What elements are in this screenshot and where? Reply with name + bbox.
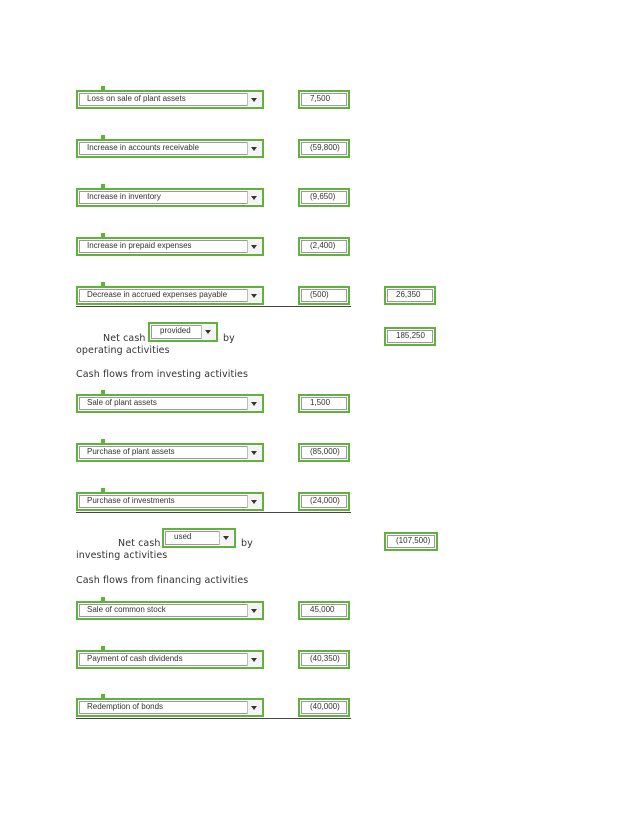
- operating-row-accrued-expenses: [0, 282, 638, 322]
- financing-row-cash-dividends: [0, 646, 638, 686]
- financing-heading: Cash flows from financing activities: [76, 575, 249, 586]
- net-cash-direction-select[interactable]: [148, 322, 218, 342]
- amount-value: (59,800): [310, 143, 340, 152]
- chevron-down-icon[interactable]: [247, 701, 261, 714]
- account-dropdown[interactable]: [76, 601, 264, 620]
- amount-value: 45,000: [310, 605, 335, 614]
- chevron-down-icon[interactable]: [247, 604, 261, 617]
- subtotal-underline: [76, 718, 351, 719]
- amount-field[interactable]: [298, 443, 350, 462]
- select-value: provided: [160, 326, 191, 335]
- amount-field[interactable]: [298, 237, 350, 256]
- account-dropdown[interactable]: [76, 650, 264, 669]
- account-dropdown[interactable]: [76, 139, 264, 158]
- account-dropdown[interactable]: [76, 443, 264, 462]
- net-cash-prefix: Net cash: [103, 333, 146, 344]
- chevron-down-icon[interactable]: [247, 191, 261, 204]
- subtotal-value: 26,350: [396, 290, 421, 299]
- dropdown-label: Increase in accounts receivable: [87, 143, 200, 152]
- dropdown-label: Purchase of investments: [87, 496, 175, 505]
- operating-row-accounts-receivable: [0, 135, 638, 175]
- amount-field[interactable]: [298, 188, 350, 207]
- investing-heading: Cash flows from investing activities: [76, 369, 249, 380]
- subtotal-underline: [76, 512, 351, 513]
- chevron-down-icon[interactable]: [247, 93, 261, 106]
- amount-field[interactable]: [298, 698, 350, 717]
- financing-row-redemption-of-bonds: [0, 694, 638, 734]
- dropdown-label: Loss on sale of plant assets: [87, 94, 186, 103]
- net-cash-line2: investing activities: [76, 550, 168, 561]
- dropdown-label: Sale of plant assets: [87, 398, 157, 407]
- chevron-down-icon[interactable]: [219, 531, 233, 545]
- account-dropdown[interactable]: [76, 394, 264, 413]
- chevron-down-icon[interactable]: [247, 653, 261, 666]
- net-cash-line2: operating activities: [76, 345, 170, 356]
- net-cash-suffix: by: [223, 333, 235, 344]
- dropdown-label: Purchase of plant assets: [87, 447, 175, 456]
- amount-value: (24,000): [310, 496, 340, 505]
- account-dropdown[interactable]: [76, 90, 264, 109]
- amount-value: (2,400): [310, 241, 336, 250]
- dropdown-label: Sale of common stock: [87, 605, 166, 614]
- chevron-down-icon[interactable]: [247, 289, 261, 302]
- total-value: (107,500): [396, 536, 431, 545]
- dropdown-label: Increase in prepaid expenses: [87, 241, 192, 250]
- subtotal-underline: [76, 306, 351, 307]
- account-dropdown[interactable]: [76, 286, 264, 305]
- amount-field[interactable]: [298, 286, 350, 305]
- investing-row-purchase-of-investments: [0, 488, 638, 528]
- operating-row-prepaid-expenses: [0, 233, 638, 273]
- amount-value: 1,500: [310, 398, 331, 407]
- subtotal-field[interactable]: [384, 286, 436, 305]
- amount-field[interactable]: [298, 492, 350, 511]
- net-investing-total[interactable]: [384, 532, 438, 551]
- amount-field[interactable]: [298, 394, 350, 413]
- financing-row-common-stock: [0, 597, 638, 637]
- amount-value: (40,000): [310, 702, 340, 711]
- dropdown-label: Decrease in accrued expenses payable: [87, 290, 228, 299]
- dropdown-label: Redemption of bonds: [87, 702, 164, 711]
- net-operating-total[interactable]: [384, 327, 436, 346]
- net-cash-direction-select[interactable]: [162, 528, 236, 548]
- amount-value: (9,650): [310, 192, 336, 201]
- amount-value: (40,350): [310, 654, 340, 663]
- account-dropdown[interactable]: [76, 188, 264, 207]
- operating-row-loss-on-sale: [0, 86, 638, 126]
- investing-row-sale-of-plant: [0, 390, 638, 430]
- amount-field[interactable]: [298, 650, 350, 669]
- dropdown-label: Payment of cash dividends: [87, 654, 183, 663]
- amount-value: (85,000): [310, 447, 340, 456]
- operating-row-inventory: [0, 184, 638, 224]
- chevron-down-icon[interactable]: [247, 397, 261, 410]
- select-value: used: [174, 532, 192, 541]
- chevron-down-icon[interactable]: [201, 325, 215, 339]
- amount-field[interactable]: [298, 139, 350, 158]
- net-cash-prefix: Net cash: [118, 538, 161, 549]
- dropdown-label: Increase in inventory: [87, 192, 161, 201]
- chevron-down-icon[interactable]: [247, 495, 261, 508]
- chevron-down-icon[interactable]: [247, 142, 261, 155]
- net-cash-suffix: by: [241, 538, 253, 549]
- amount-value: 7,500: [310, 94, 331, 103]
- account-dropdown[interactable]: [76, 237, 264, 256]
- amount-field[interactable]: [298, 90, 350, 109]
- chevron-down-icon[interactable]: [247, 446, 261, 459]
- total-value: 185,250: [396, 331, 425, 340]
- investing-row-purchase-of-plant: [0, 439, 638, 479]
- amount-field[interactable]: [298, 601, 350, 620]
- account-dropdown[interactable]: [76, 492, 264, 511]
- chevron-down-icon[interactable]: [247, 240, 261, 253]
- account-dropdown[interactable]: [76, 698, 264, 717]
- amount-value: (500): [310, 290, 329, 299]
